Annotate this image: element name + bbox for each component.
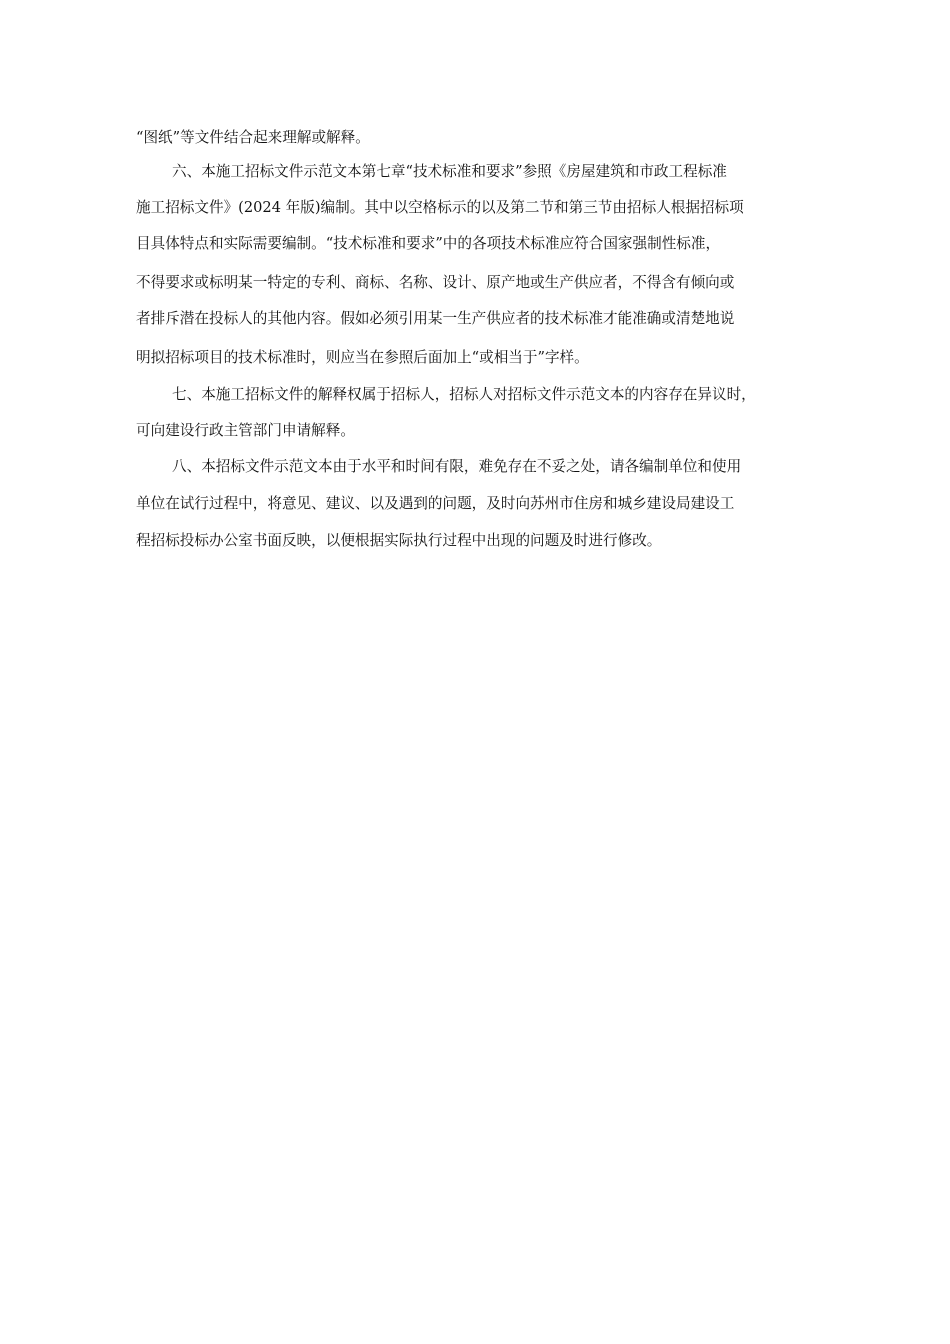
paragraph-5-tail-line-1: “图纸”等文件结合起来理解或解释。 xyxy=(136,129,370,146)
paragraph-7-line-2: 可向建设行政主管部门申请解释。 xyxy=(136,422,355,439)
paragraph-6-line-6: 明拟招标项目的技术标准时，则应当在参照后面加上“或相当于”字样。 xyxy=(136,349,589,366)
paragraph-8-line-3: 程招标投标办公室书面反映，以便根据实际执行过程中出现的问题及时进行修改。 xyxy=(136,532,662,549)
paragraph-8-line-2: 单位在试行过程中，将意见、建议、以及遇到的问题，及时向苏州市住房和城乡建设局建设工 xyxy=(136,495,735,512)
paragraph-6-line-2: 施工招标文件》(2024 年版)编制。其中以空格标示的以及第二节和第三节由招标人根据招标项 xyxy=(136,199,744,216)
paragraph-8-line-1: 八、本招标文件示范文本由于水平和时间有限，难免存在不妥之处，请各编制单位和使用 xyxy=(172,458,742,475)
paragraph-6-line-5: 者排斥潜在投标人的其他内容。假如必须引用某一生产供应者的技术标准才能准确或清楚地说 xyxy=(136,310,735,327)
paragraph-6-line-1: 六、本施工招标文件示范文本第七章“技术标准和要求”参照《房屋建筑和市政工程标准 xyxy=(172,163,727,180)
paragraph-7-line-1: 七、本施工招标文件的解释权属于招标人，招标人对招标文件示范文本的内容存在异议时， xyxy=(172,386,756,403)
paragraph-6-line-3: 目具体特点和实际需要编制。“技术标准和要求”中的各项技术标准应符合国家强制性标准， xyxy=(136,235,721,252)
paragraph-6-line-4: 不得要求或标明某一特定的专利、商标、名称、设计、原产地或生产供应者，不得含有倾向或 xyxy=(136,274,735,291)
